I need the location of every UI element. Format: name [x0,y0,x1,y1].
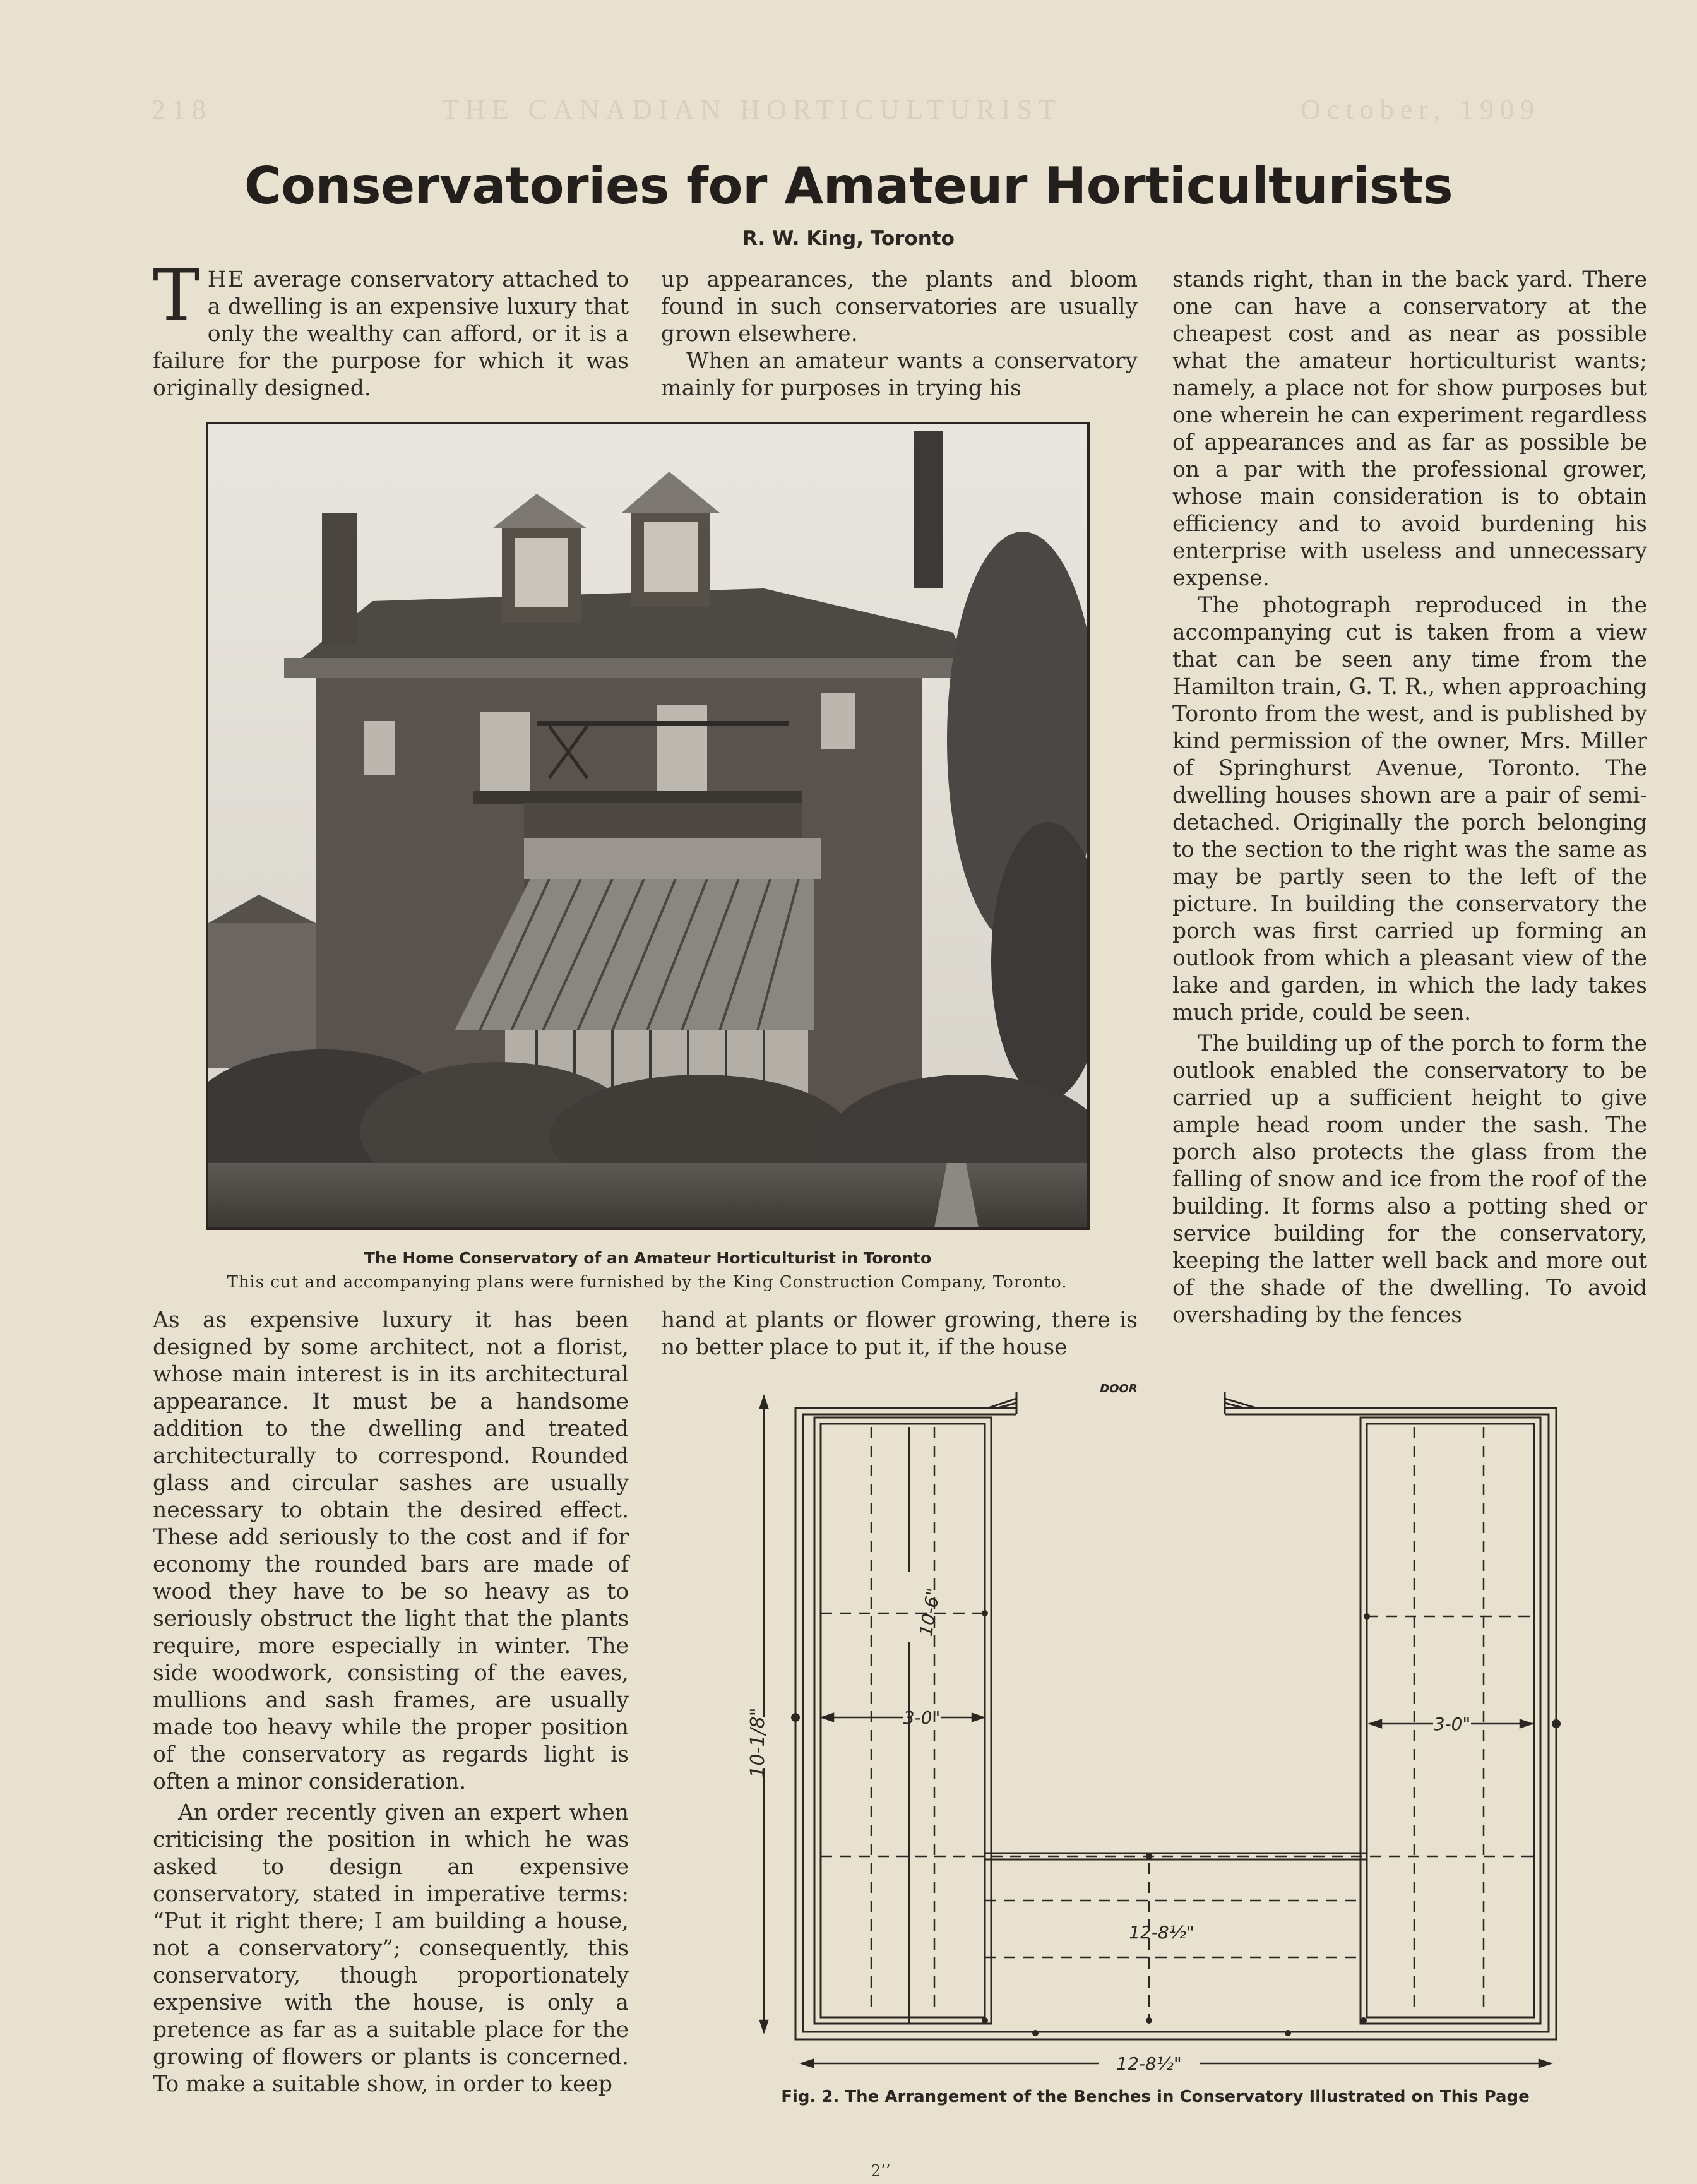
door-jambs [988,1392,1256,1414]
paragraph [153,255,629,402]
drop-cap: T [153,255,200,337]
house-conservatory-photo [206,422,1090,1230]
paragraph: As as expensive luxury it has been designed by some architect, not a florist, whose main interest is in its architectural appearance. It must be a handsome addition to the dwelling and treated architecturally to correspond. Rounded glass and circular sashes are usually necessary to obtain the desired effect. These add seriously to the cost and if for economy the rounded bars are made of wood they have to be so heavy as to seriously obstruct the light that the plants require, more especially in winter. The side woodwork, consisting of the eaves, mullions and sash frames, are usually made too heavy while the proper position of the conservatory as regards light is often a minor consideration. [153,1308,629,1794]
dimension-lines [760,1397,1551,2067]
figure-1-credit: This cut and accompanying plans were furnished by the King Construction Company, Toronto. [227,1273,1068,1292]
column-1-bottom [153,1307,629,2098]
dim-right-bench-width-label: 3-0" [1433,1714,1471,1734]
paragraph: When an amateur wants a conservatory mainly for purposes in trying his [661,349,1138,401]
lead-caps: HE [207,267,245,292]
paragraph: hand at plants or flower growing, there is no better place to put it, if the house [661,1308,1138,1360]
bench-plan-drawing [732,1364,1578,2084]
dim-bench-length-label: 10-6" [915,1586,944,1638]
paragraph: An order recently given an expert when criticising the position in which he was asked to design an expensive conservatory, stated in imperative terms: “Put it right there; I am building a house, not a conservatory”; consequently, this conservatory, though proportionately expensive with the house, is only a pretence as far as a suitable place for the growing of flowers or plants is concerned. To make a suitable show, in order to keep [153,1800,629,2097]
page-number: 2’’ [871,2162,891,2180]
bench-post-dots [791,1610,1561,2036]
dim-center-bench-label: 12-8½" [1129,1922,1194,1943]
paragraph: The building up of the porch to form the outlook enabled the conservatory to be carried up a sufficient height to give ample head room under the sash. The porch also protects the glass from the falling of snow and ice from the roof of the building. It forms also a potting shed or service building for the conservatory, keeping the latter well back and more out of the shade of the dwelling. To avoid overshading by the fences [1172,1031,1647,1328]
column-2-bottom [661,1307,1138,1361]
bleed-page-number: 218 [152,94,212,125]
column-2-top [661,266,1138,402]
paragraph: up appearances, the plants and bloom found in such conservatories are usually grown elsewhere. [661,267,1138,347]
figure-1-caption: The Home Conservatory of an Amateur Horticulturist in Toronto [364,1249,932,1267]
dim-left-label: 10-1/8" [747,1707,769,1778]
column-3 [1172,266,1647,1329]
bleed-date: October, 1909 [1301,94,1540,125]
article-title: Conservatories for Amateur Horticulturists [244,157,1453,215]
dim-overall-label: 12-8½" [1116,2053,1182,2074]
paragraph: stands right, than in the back yard. There one can have a conservatory at the cheapest cost and as near as possible what the amateur horticulturist wants; namely, a place not for show purposes but one wherein he can experiment regardless of appearances and as far as possible be on a par with the professional grower, whose main consideration is to obtain efficiency and to avoid burdening his enterprise with useless and unnecessary expense. [1172,267,1647,591]
door-label: DOOR [1100,1382,1138,1395]
bleed-journal-name: THE CANADIAN HORTICULTURIST [442,94,1062,125]
paragraph-text: average conservatory attached to a dwelling is an expensive luxury that only the wealthy can afford, or it is a failure for the purpose for which it was originally designed. [153,267,629,401]
figure-2-caption: Fig. 2. The Arrangement of the Benches in Conservatory Illustrated on This Page [781,2087,1530,2106]
article-byline: R. W. King, Toronto [742,227,955,250]
dim-left-bench-width-label: 3-0" [903,1707,941,1728]
column-1-top [153,255,629,402]
paragraph: The photograph reproduced in the accompanying cut is taken from a view that can be seen any time from the Hamilton train, G. T. R., when approaching Toronto from the west, and is published by kind permission of the owner, Mrs. Miller of Springhurst Avenue, Toronto. The dwelling houses shown are a pair of semi-detached. Originally the porch belonging to the section to the right was the same as may be partly seen to the left of the picture. In building the conservatory the porch was first carried up forming an outlook from which a pleasant view of the lake and garden, in which the lady takes much pride, could be seen. [1172,593,1647,1025]
